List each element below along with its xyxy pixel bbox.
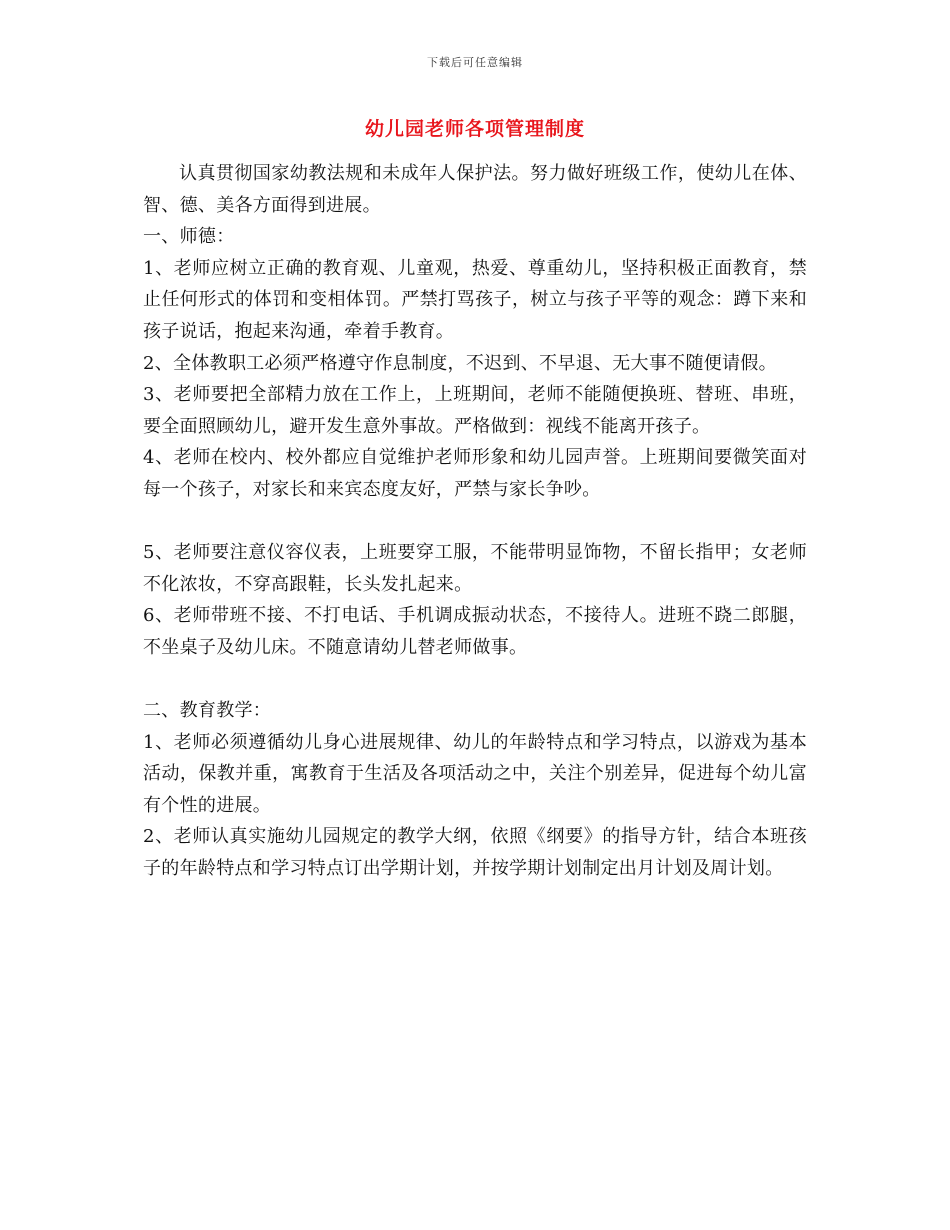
- teaching-item-2: 2、老师认真实施幼儿园规定的教学大纲，依照《纲要》的指导方针，结合本班孩子的年龄特点和学习特点订出学期计划，并按学期计划制定出月计划及周计划。: [143, 826, 807, 880]
- blank-line: [143, 506, 807, 538]
- ethics-item-2: 2、全体教职工必须严格遵守作息制度，不迟到、不早退、无大事不随便请假。: [143, 352, 777, 374]
- teaching-item-1: 1、老师必须遵循幼儿身心进展规律、幼儿的年龄特点和学习特点，以游戏为基本活动，保教并重，寓教育于生活及各项活动之中，关注个别差异，促进每个幼儿富有个性的进展。: [143, 731, 807, 816]
- document-body: [143, 158, 807, 885]
- ethics-item-1: 1、老师应树立正确的教育观、儿童观，热爱、尊重幼儿，坚持积极正面教育，禁止任何形式的体罚和变相体罚。严禁打骂孩子，树立与孩子平等的观念：蹲下来和孩子说话，抱起来沟通，牵着手教育。: [143, 257, 807, 342]
- ethics-item-4: 4、老师在校内、校外都应自觉维护老师形象和幼儿园声誉。上班期间要微笑面对每一个孩子，对家长和来宾态度友好，严禁与家长争吵。: [143, 447, 807, 500]
- intro-paragraph: 认真贯彻国家幼教法规和未成年人保护法。努力做好班级工作，使幼儿在体、智、德、美各方面得到进展。: [143, 163, 807, 216]
- ethics-item-5: 5、老师要注意仪容仪表，上班要穿工服，不能带明显饰物，不留长指甲；女老师不化浓妆，不穿高跟鞋，长头发扎起来。: [143, 542, 807, 595]
- ethics-item-6: 6、老师带班不接、不打电话、手机调成振动状态，不接待人。进班不跷二郎腿，不坐桌子及幼儿床。不随意请幼儿替老师做事。: [143, 605, 807, 658]
- section-heading-ethics: 一、师德：: [143, 226, 235, 248]
- section-heading-teaching: 二、教育教学：: [143, 700, 272, 722]
- ethics-item-3: 3、老师要把全部精力放在工作上，上班期间，老师不能随便换班、替班、串班，要全面照顾幼儿，避开发生意外事故。严格做到：视线不能离开孩子。: [143, 384, 807, 437]
- document-title: 幼儿园老师各项管理制度: [364, 118, 585, 140]
- header-note: 下载后可任意编辑: [427, 56, 523, 69]
- blank-line: [143, 664, 807, 696]
